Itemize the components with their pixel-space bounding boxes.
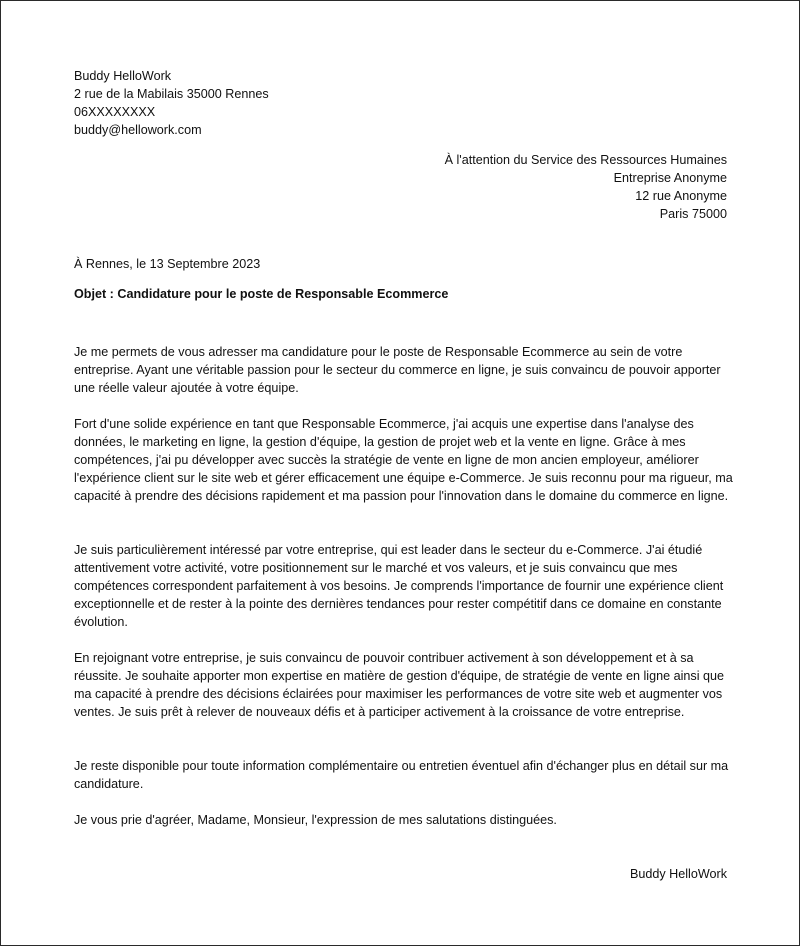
- date-line: À Rennes, le 13 Septembre 2023: [74, 257, 261, 271]
- recipient-city: Paris 75000: [659, 207, 727, 221]
- sender-email: buddy@hellowork.com: [74, 123, 202, 137]
- recipient-street: 12 rue Anonyme: [635, 189, 727, 203]
- paragraph-experience: Fort d'une solide expérience en tant que Responsable Ecommerce, j'ai acquis une expertise dans l'analyse des données, le marketing en ligne, la gestion d'équipe, la gestion de projet web et la vente en ligne. Grâce à mes compétences, j'ai pu développer avec succès la stratégie de vente en ligne de mon ancien employeur, améliorer l'expérience client sur le site web et gérer efficacement une équipe e-Commerce. Je suis reconnu pour ma rigueur, ma capacité à prendre des décisions rapidement et ma passion pour l'innovation dans le domaine du commerce en ligne.: [74, 417, 733, 503]
- signature: Buddy HelloWork: [629, 867, 727, 881]
- recipient-attention: À l'attention du Service des Ressources Humaines: [444, 153, 727, 167]
- recipient-company: Entreprise Anonyme: [613, 171, 727, 185]
- paragraph-intro: Je me permets de vous adresser ma candidature pour le poste de Responsable Ecommerce au sein de votre entreprise. Ayant une véritable passion pour le secteur du commerce en ligne, je suis convaincu de pouvoir apporter une réelle valeur ajoutée à votre équipe.: [74, 345, 721, 395]
- paragraph-interest: Je suis particulièrement intéressé par votre entreprise, qui est leader dans le secteur du e-Commerce. J'ai étudié attentivement votre activité, votre positionnement sur le marché et vos valeurs, et je suis convaincu que mes compétences correspondent parfaitement à vos besoins. Je comprends l'importance de fournir une expérience client exceptionnelle et de rester à la pointe des dernières tendances pour rester compétitif dans ce domaine en constante évolution.: [74, 543, 724, 629]
- recipient-block: [445, 151, 727, 223]
- sender-name: Buddy HelloWork: [74, 69, 172, 83]
- paragraph-closing: Je vous prie d'agréer, Madame, Monsieur, l'expression de mes salutations distinguées.: [74, 813, 557, 827]
- paragraph-availability: Je reste disponible pour toute information complémentaire ou entretien éventuel afin d'échanger plus en détail sur ma candidature.: [74, 759, 729, 791]
- subject-line: Objet : Candidature pour le poste de Responsable Ecommerce: [74, 287, 449, 301]
- sender-phone: 06XXXXXXXX: [74, 105, 156, 119]
- sender-block: [74, 67, 269, 139]
- paragraph-contribution: En rejoignant votre entreprise, je suis convaincu de pouvoir contribuer activement à son développement et à sa réussite. Je souhaite apporter mon expertise en matière de gestion d'équipe, de stratégie de vente en ligne ainsi que ma capacité à prendre des décisions éclairées pour maximiser les performances de votre site web et augmenter vos ventes. Je suis prêt à relever de nouveaux défis et à participer activement à la croissance de votre entreprise.: [74, 651, 724, 719]
- sender-address: 2 rue de la Mabilais 35000 Rennes: [74, 87, 269, 101]
